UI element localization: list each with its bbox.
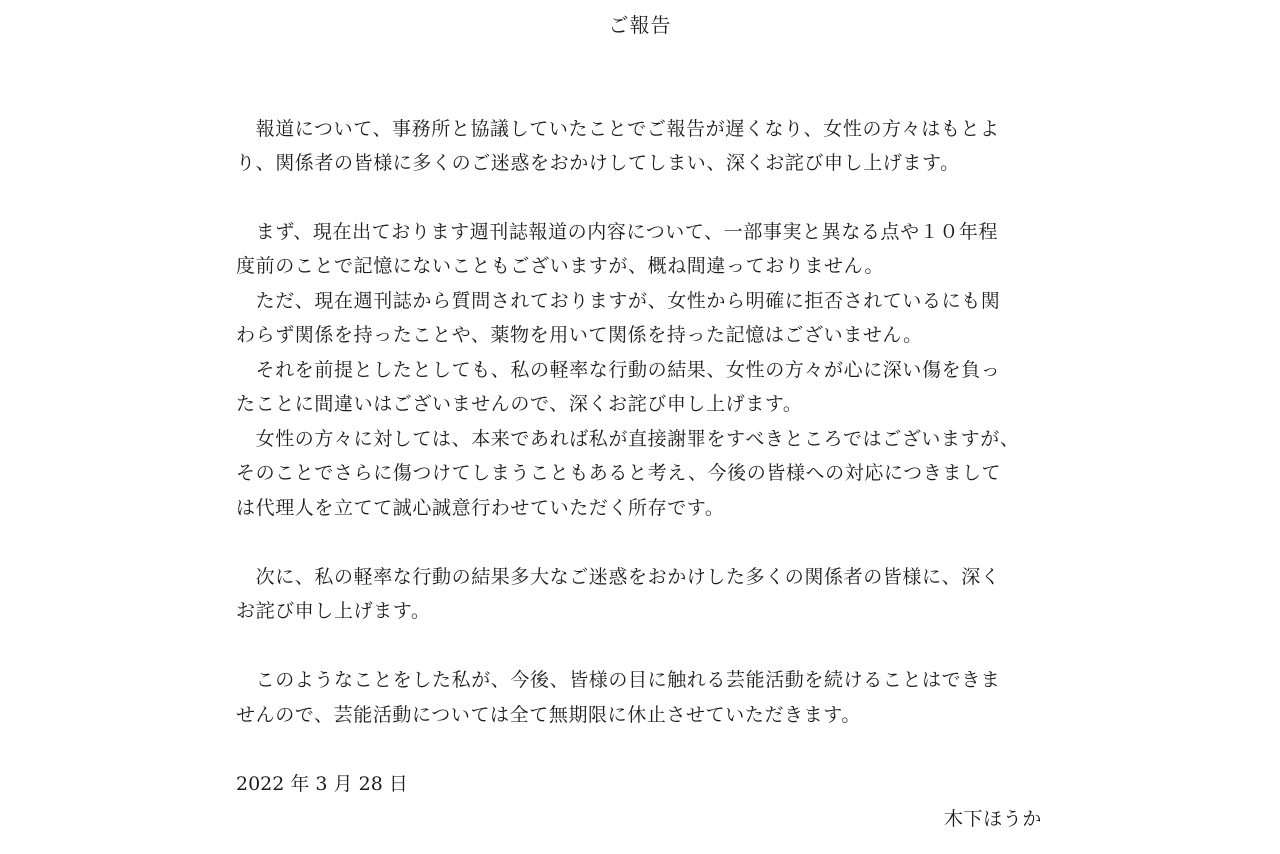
body-line: せんので、芸能活動については全て無期限に休止させていただきます。 (236, 704, 861, 726)
body-line: わらず関係を持ったことや、薬物を用いて関係を持った記憶はございません。 (236, 324, 923, 346)
body-line: まず、現在出ております週刊誌報道の内容について、一部事実と異なる点や１０年程 (236, 221, 999, 243)
document-title: ご報告 (608, 13, 672, 37)
body-line: 報道について、事務所と協議していたことでご報告が遅くなり、女性の方々はもとよ (236, 118, 1000, 140)
body-line: そのことでさらに傷つけてしまうこともあると考え、今後の皆様への対応につきまして (236, 462, 1002, 484)
body-line: たことに間違いはございませんので、深くお詫び申し上げます。 (236, 393, 803, 415)
body-line: り、関係者の皆様に多くのご迷惑をおかけしてしまい、深くお詫び申し上げます。 (236, 152, 960, 174)
document-date: 2022 年 3 月 28 日 (236, 773, 408, 795)
body-line: お詫び申し上げます。 (236, 600, 431, 622)
body-line: ただ、現在週刊誌から質問されておりますが、女性から明確に拒否されているにも関 (236, 290, 1001, 312)
author-signature: 木下ほうか (944, 808, 1043, 830)
body-line: 次に、私の軽率な行動の結果多大なご迷惑をおかけした多くの関係者の皆様に、深く (236, 566, 1001, 588)
body-line: 女性の方々に対しては、本来であれば私が直接謝罪をすべきところではございますが、 (236, 428, 1020, 450)
body-line: このようなことをした私が、今後、皆様の目に触れる芸能活動を続けることはできま (236, 669, 1001, 691)
body-line: 度前のことで記憶にないこともございますが、概ね間違っておりません。 (236, 255, 884, 277)
body-line: それを前提としたとしても、私の軽率な行動の結果、女性の方々が心に深い傷を負っ (236, 359, 1001, 381)
body-line: は代理人を立てて誠心誠意行わせていただく所存です。 (236, 497, 725, 519)
